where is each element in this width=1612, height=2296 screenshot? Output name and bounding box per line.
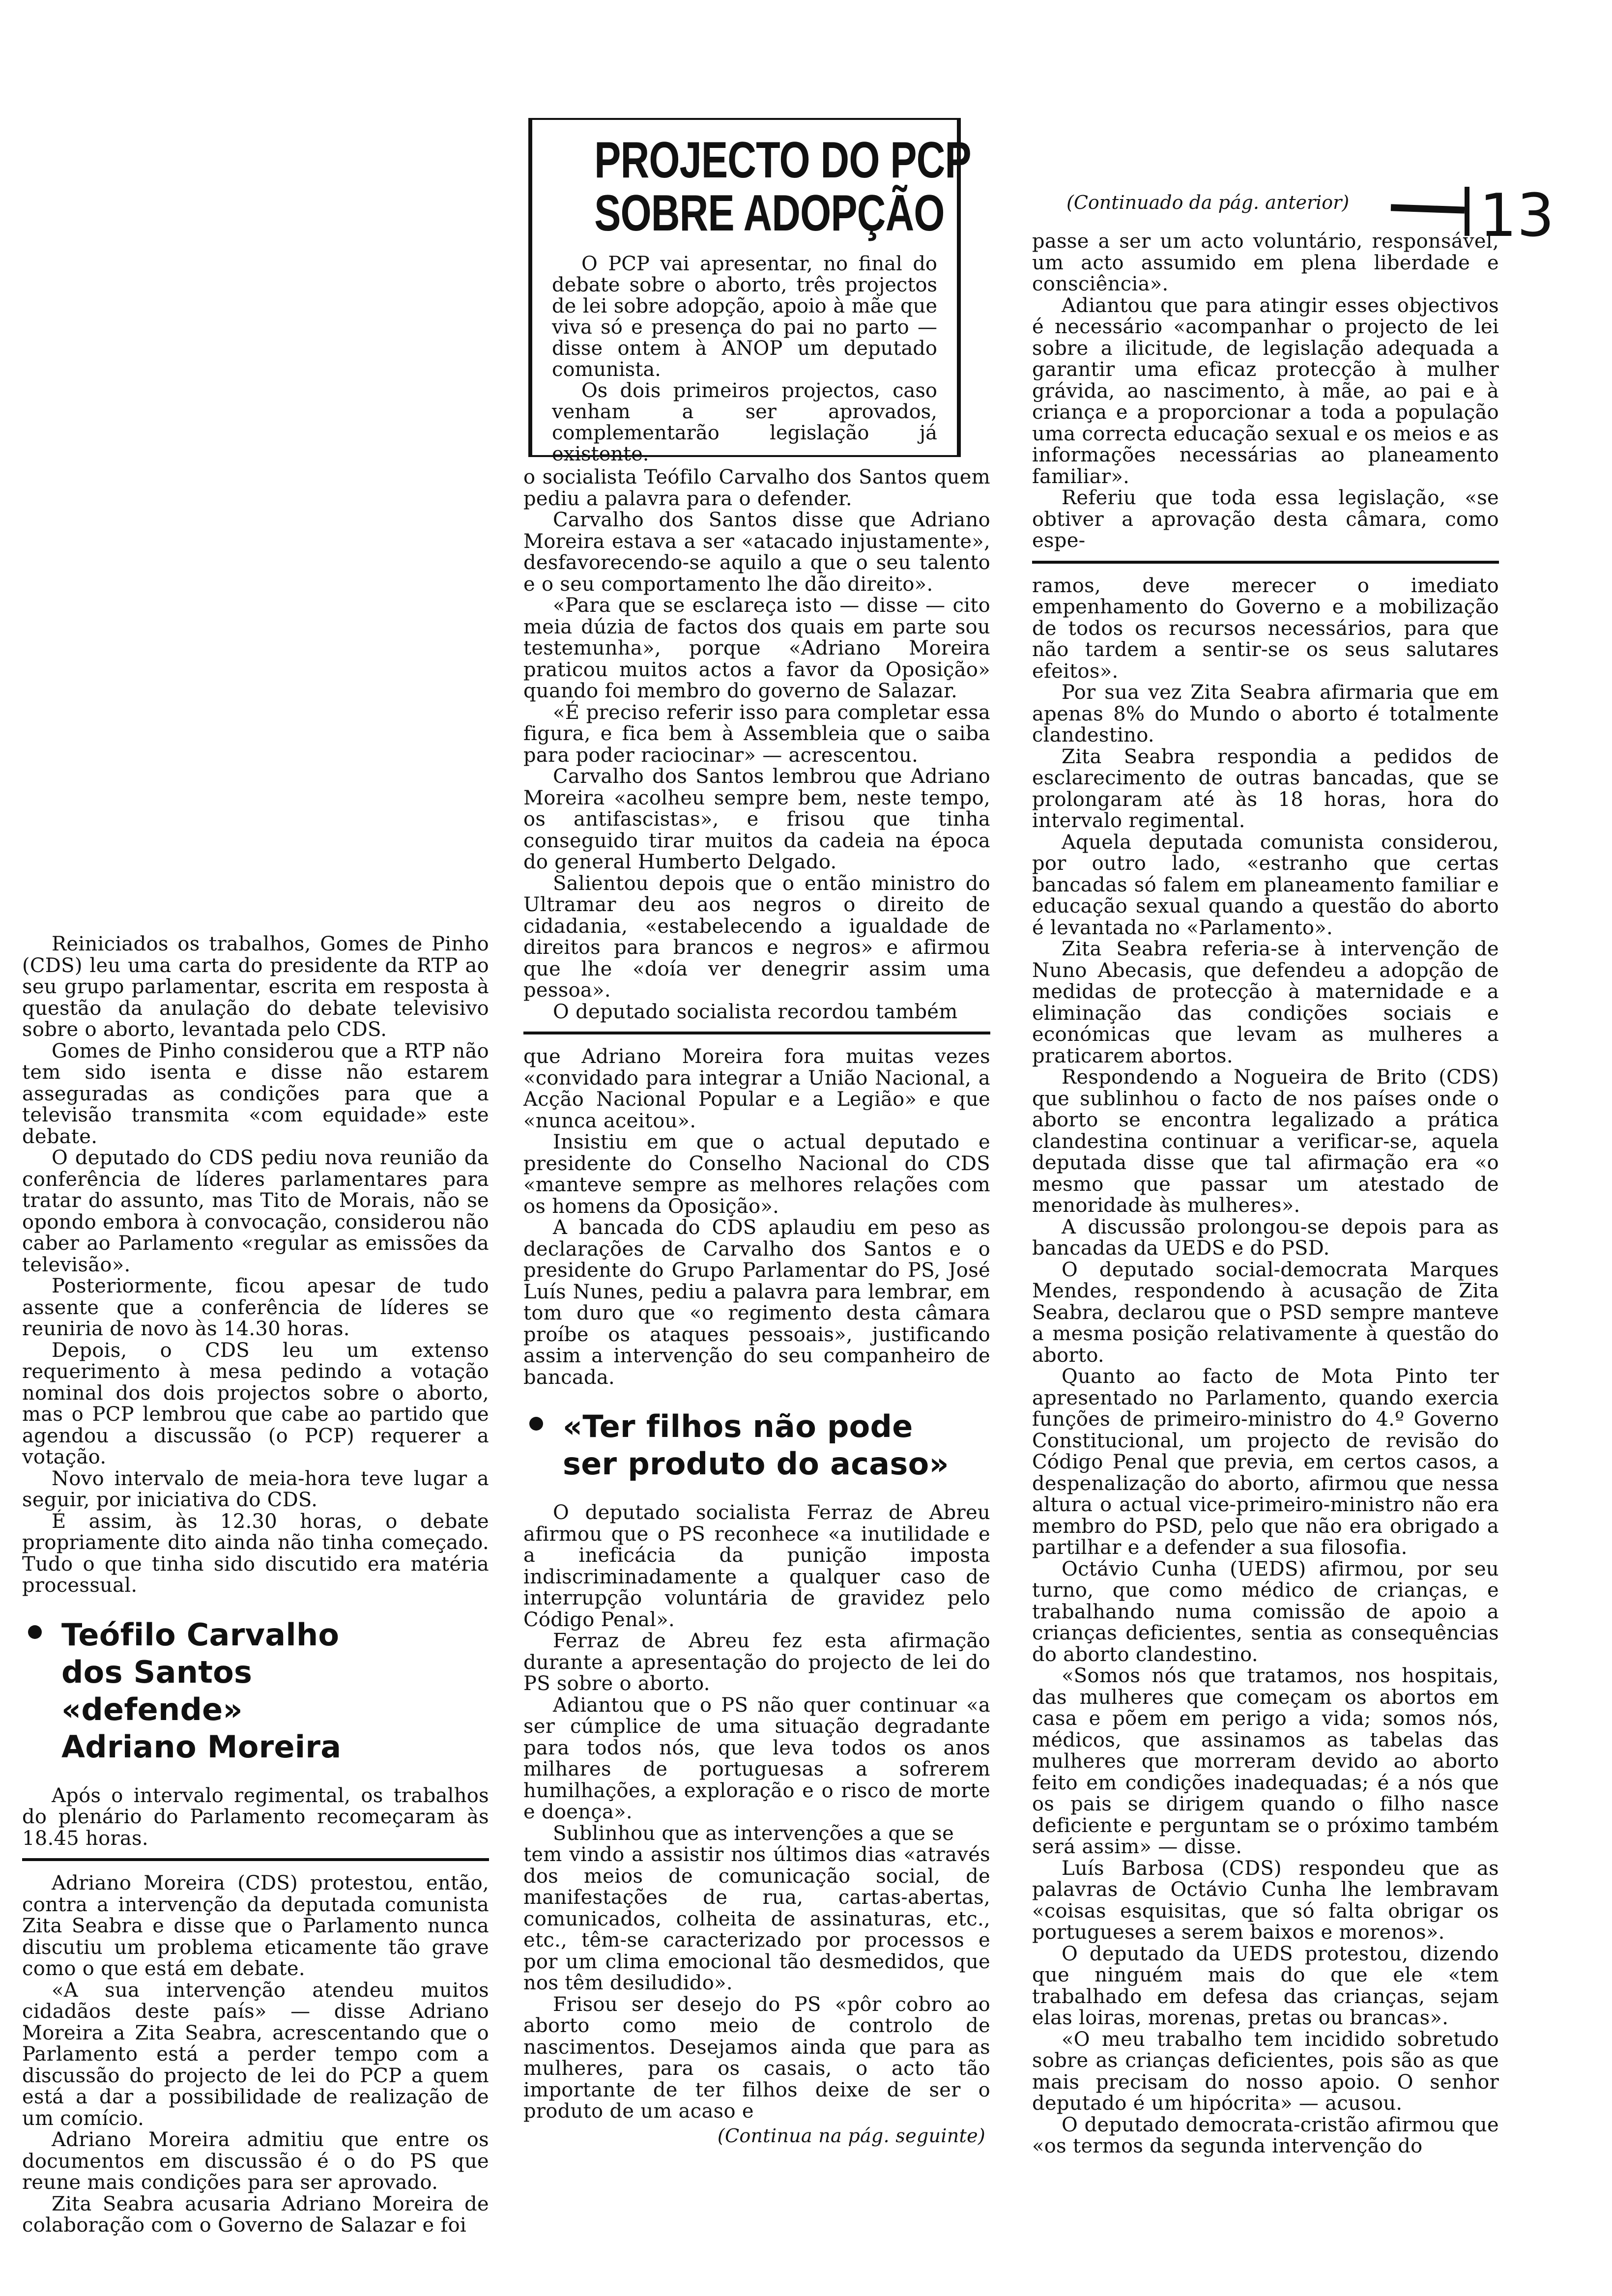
middle-column [523, 467, 990, 2147]
paragraph: Por sua vez Zita Seabra afirmaria que em apenas 8% do Mundo o aborto é totalmente clandestino. [1032, 681, 1499, 746]
subhead-line: dos Santos [61, 1654, 253, 1690]
subhead-line: Teófilo Carvalho [61, 1616, 340, 1653]
paragraph: O deputado socialista Ferraz de Abreu afirmou que o PS reconhece «a inutilidade e a ineficácia da punição imposta indiscriminadamente a qualquer caso de interrupção voluntária de gravidez pelo Código Penal». [523, 1501, 990, 1631]
paragraph: Novo intervalo de meia-hora teve lugar a seguir, por iniciativa do CDS. [22, 1467, 489, 1511]
paragraph: «Para que se esclareça isto — disse — cito meia dúzia de factos dos quais em parte sou testemunha», porque «Adriano Moreira praticou muitos actos a favor da Oposição» quando foi membro do governo de Salazar. [523, 594, 990, 702]
paragraph: Referiu que toda essa legislação, «se obtiver a aprovação desta câmara, como espe- [1032, 487, 1499, 552]
paragraph: Adriano Moreira (CDS) protestou, então, contra a intervenção da deputada comunista Zita Seabra e disse que o Parlamento nunca discutiu um problema eticamente tão grave como o que está em debate. [22, 1872, 489, 1980]
paragraph: Salientou depois que o então ministro do Ultramar deu aos negros o direito de cidadania, «estabelecendo a igualdade de direitos para brancos e negros» e afirmou que lhe «doía ver denegrir assim uma pessoa». [523, 872, 990, 1002]
paragraph: Após o intervalo regimental, os trabalhos do plenário do Parlamento recomeçaram às 18.45 horas. [22, 1784, 489, 1850]
paragraph: «O meu trabalho tem incidido sobretudo sobre as crianças deficientes, pois são as que mais precisam do nosso apoio. O senhor deputado é um hipócrita» — acusou. [1032, 2028, 1499, 2115]
page-number: 13 [1479, 182, 1554, 250]
paragraph: Frisou ser desejo do PS «pôr cobro ao aborto como meio de controlo de nascimentos. Desejamos ainda que para as mulheres, para os casais, o acto tão importante de ter filhos deixe de ser o produto de um acaso e [523, 1993, 990, 2123]
paragraph: Insistiu em que o actual deputado e presidente do Conselho Nacional do CDS «manteve sempre as melhores relações com os homens da Oposição». [523, 1131, 990, 1218]
paragraph: O deputado do CDS pediu nova reunião da conferência de líderes parlamentares para tratar do assunto, mas Tito de Morais, não se opondo embora à convocação, considerou não caber ao Parlamento «regular as emissões da televisão». [22, 1147, 489, 1276]
box-headline [594, 132, 971, 242]
paragraph: Carvalho dos Santos disse que Adriano Moreira estava a ser «atacado injustamente», desfavorecendo-se aquilo a que o seu talento e o seu comportamento lhe dão direito». [523, 509, 990, 596]
paragraph: «A sua intervenção atendeu muitos cidadãos deste país» — disse Adriano Moreira a Zita Seabra, acrescentando que o Parlamento está a perder tempo com a discussão do projecto de lei do PCP a quem está a dar a possibilidade de realização de um comício. [22, 1979, 489, 2130]
page-number-tick [1465, 187, 1469, 236]
paragraph: Aquela deputada comunista considerou, por outro lado, «estranho que certas bancadas só falem em planeamento familiar e educação sexual quando a questão do aborto é levantada no «Parlamento». [1032, 831, 1499, 939]
paragraph: Adiantou que o PS não quer continuar «a ser cúmplice de uma situação degradante para todos nós, que leva todos os anos milhares de portuguesas a sofrerem humilhações, a exploração e o risco de morte e doença». [523, 1693, 990, 1823]
right-column [1032, 231, 1499, 2157]
paragraph: o socialista Teófilo Carvalho dos Santos quem pediu a palavra para o defender. [523, 466, 990, 510]
paragraph: Posteriormente, ficou apesar de tudo assente que a conferência de líderes se reuniria de novo às 14.30 horas. [22, 1275, 489, 1340]
paragraph: Zita Seabra acusaria Adriano Moreira de colaboração com o Governo de Salazar e foi [22, 2192, 489, 2237]
column-rule [22, 1858, 489, 1861]
paragraph: Ferraz de Abreu fez esta afirmação durante a apresentação do projecto de lei do PS sobre o aborto. [523, 1630, 990, 1695]
bullet-icon [529, 1417, 543, 1431]
paragraph: Sublinhou que as intervenções a que se [553, 1822, 954, 1845]
box-headline-line: PROJECTO DO PCP [594, 132, 971, 189]
paragraph: Quanto ao facto de Mota Pinto ter apresentado no Parlamento, quando exercia funções de primeiro-ministro do 4.º Governo Constitucional, um projecto de revisão do Código Penal que previa, em certos casos, a despenalização do aborto, afirmou que nessa altura o actual vice-primeiro-ministro não era membro do PSD, pelo que não era obrigado a partilhar e a defender a sua filosofia. [1032, 1365, 1499, 1559]
paragraph: Depois, o CDS leu um extenso requerimento à mesa pedindo a votação nominal dos dois projectos sobre o aborto, mas o PCP lembrou que cabe ao partido que agendou a discussão (o PCP) requerer a votação. [22, 1339, 489, 1468]
paragraph: O deputado social-democrata Marques Mendes, respondendo à acusação de Zita Seabra, declarou que o PSD sempre manteve a mesma posição relativamente à questão do aborto. [1032, 1258, 1499, 1367]
section-subhead [523, 1408, 990, 1483]
paragraph: O deputado da UEDS protestou, dizendo que ninguém mais do que ele «tem trabalhado em defesa das crianças, sejam elas loiras, morenas, pretas ou brancas». [1032, 1942, 1499, 2029]
column-rule [523, 1032, 990, 1034]
paragraph: O deputado democrata-cristão afirmou que «os termos da segunda intervenção do [1032, 2113, 1499, 2157]
paragraph: Reiniciados os trabalhos, Gomes de Pinho (CDS) leu uma carta do presidente da RTP ao seu grupo parlamentar, escrita em resposta à questão da anulação do debate televisivo sobre o aborto, levantada pelo CDS. [22, 933, 489, 1041]
paragraph: Adriano Moreira admitiu que entre os documentos em discussão é o do PS que reune mais condições para ser aprovado. [22, 2128, 489, 2194]
paragraph: O deputado socialista recordou também [553, 1000, 958, 1023]
paragraph: «É preciso referir isso para completar essa figura, e fica bem à Assembleia que o saiba para poder raciocinar» — acrescentou. [523, 701, 990, 767]
box-paragraph: Os dois primeiros projectos, caso venham a ser aprovados, complementarão legislação já existente. [552, 379, 937, 465]
paragraph: Zita Seabra referia-se à intervenção de Nuno Abecasis, que defendeu a adopção de medidas de protecção à maternidade e a eliminação das condições sociais e económicas que levam as mulheres a praticarem abortos. [1032, 938, 1499, 1067]
paragraph: Octávio Cunha (UEDS) afirmou, por seu turno, que como médico de crianças, e trabalhando numa comissão de apoio a crianças deficientes, sentia as consequências do aborto clandestino. [1032, 1557, 1499, 1666]
subhead-line: «defende» [61, 1691, 243, 1727]
paragraph: Respondendo a Nogueira de Brito (CDS) que sublinhou o facto de nos países onde o aborto se encontra legalizado a prática clandestina continuar a verificar-se, aquela deputada disse que tal afirmação era «o mesmo que passar um atestado de menoridade às mulheres». [1032, 1066, 1499, 1217]
paragraph: passe a ser um acto voluntário, responsável, um acto assumido em plena liberdade e consciência». [1032, 230, 1499, 295]
section-subhead [22, 1616, 489, 1766]
subhead-line: ser produto do acaso» [563, 1446, 949, 1482]
subhead-line: Adriano Moreira [61, 1728, 342, 1765]
paragraph: Gomes de Pinho considerou que a RTP não tem sido isenta e disse não estarem asseguradas as condições para que a televisão transmita «com equidade» este debate. [22, 1039, 489, 1148]
box-headline-line: SOBRE ADOPÇÃO [594, 185, 945, 242]
paragraph: É assim, às 12.30 horas, o debate propriamente dito ainda não tinha começado. Tudo o que tinha sido discutido era matéria processual. [22, 1510, 489, 1597]
paragraph: ramos, deve merecer o imediato empenhamento do Governo e a mobilização de todos os recursos necessários, para que não tardem a sentir-se os seus salutares efeitos». [1032, 574, 1499, 683]
continued-from-note: (Continuado da pág. anterior) [1066, 192, 1350, 213]
paragraph: A discussão prolongou-se depois para as bancadas da UEDS e do PSD. [1032, 1215, 1499, 1260]
left-column [22, 934, 489, 2237]
paragraph: Zita Seabra respondia a pedidos de esclarecimento de outras bancadas, que se prolongaram até às 18 horas, hora do intervalo regimental. [1032, 745, 1499, 832]
continued-to-note: (Continua na pág. seguinte) [717, 2124, 985, 2147]
paragraph: que Adriano Moreira fora muitas vezes «convidado para integrar a União Nacional, a Acção Nacional Popular e a Legião» e que «nunca aceitou». [523, 1045, 990, 1132]
paragraph: tem vindo a assistir nos últimos dias «através dos meios de comunicação social, de manifestações de rua, cartas-abertas, comunicados, colheita de assinaturas, etc., etc., têm-se caracterizado por processos e por um clima emocional tão desmedidos, que nos têm desiludido». [523, 1843, 990, 1994]
subhead-line: «Ter filhos não pode [563, 1408, 913, 1444]
paragraph: Luís Barbosa (CDS) respondeu que as palavras de Octávio Cunha lhe lembravam «coisas esquisitas, que só falta obrigar os portugueses a serem baixos e morenos». [1032, 1857, 1499, 1944]
box-paragraph: O PCP vai apresentar, no final do debate sobre o aborto, três projectos de lei sobre adopção, apoio à mãe que viva só e presença do pai no parto — disse ontem à ANOP um deputado comunista. [552, 253, 937, 381]
boxed-article [528, 118, 971, 465]
paragraph: A bancada do CDS aplaudiu em peso as declarações de Carvalho dos Santos e o presidente do Grupo Parlamentar do PS, José Luís Nunes, pediu a palavra para lembrar, em tom duro que «o regimento desta câmara proíbe os ataques pessoais», justificando assim a intervenção do seu companheiro de bancada. [523, 1216, 990, 1389]
page-number-underline [1391, 204, 1465, 213]
bullet-icon [28, 1625, 42, 1639]
column-rule [1032, 561, 1499, 564]
paragraph: Carvalho dos Santos lembrou que Adriano Moreira «acolheu sempre bem, neste tempo, os antifascistas», e frisou que tinha conseguido tirar muitos da cadeia na época do general Humberto Delgado. [523, 765, 990, 873]
paragraph: «Somos nós que tratamos, nos hospitais, das mulheres que começam os abortos em casa e põem em perigo a vida; somos nós, médicos, que assinamos as tabelas das mulheres que morreram devido ao aborto feito em condições inadequadas; é a nós que os pais se dirigem quando o filho nasce deficiente e perguntam se o próximo também será assim» — disse. [1032, 1665, 1499, 1858]
paragraph: Adiantou que para atingir esses objectivos é necessário «acompanhar o projecto de lei sobre a ilicitude, de legislação adequada a garantir uma eficaz protecção à mulher grávida, ao nascimento, à mãe, ao pai e à criança e a proporcionar a toda a população uma correcta educação sexual e os meios e as informações necessárias ao planeamento familiar». [1032, 294, 1499, 488]
